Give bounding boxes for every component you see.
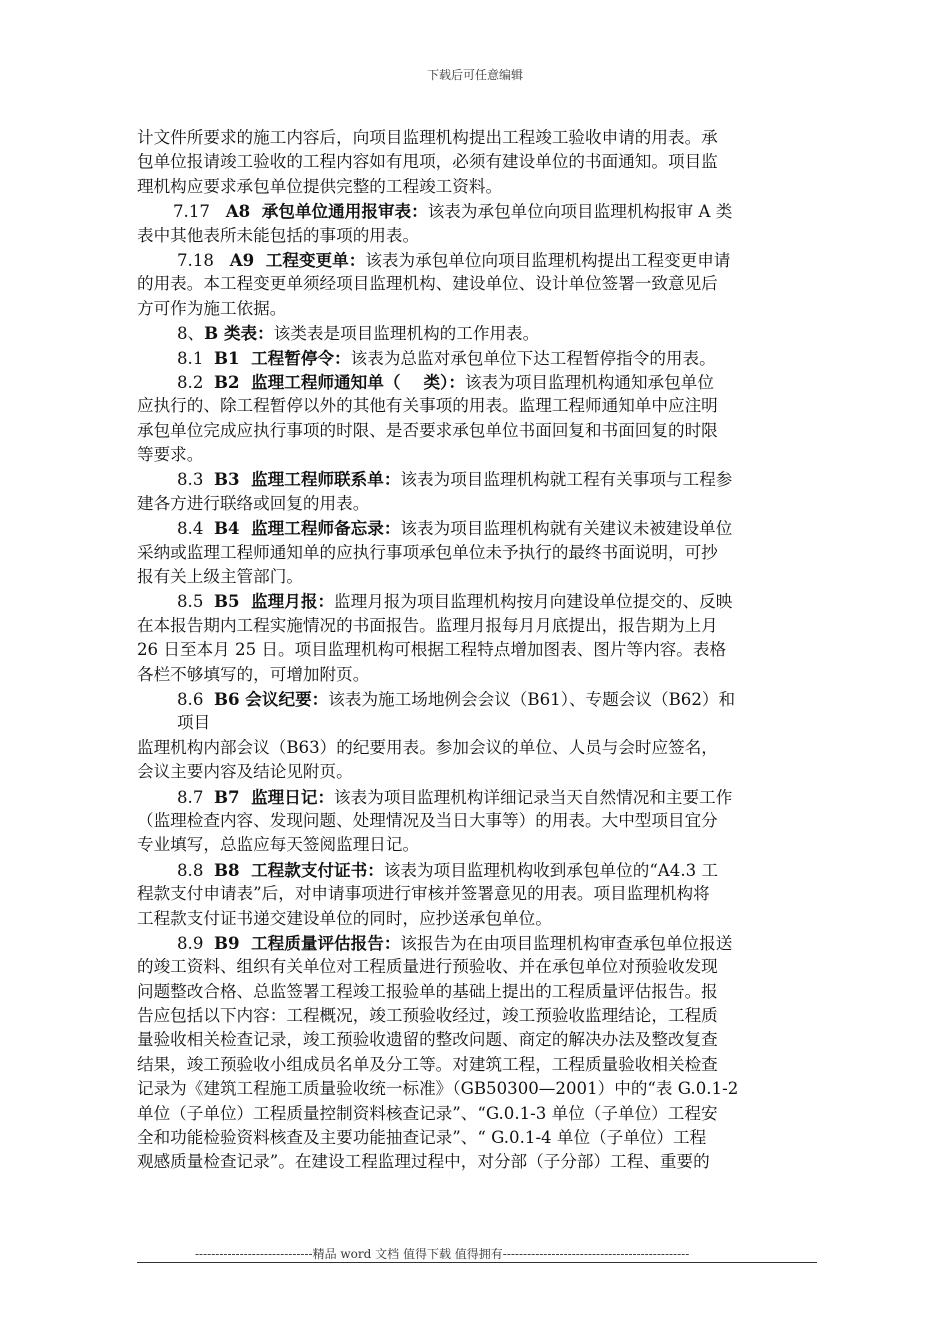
text-line (137, 1028, 817, 1052)
text-line (137, 199, 817, 223)
text-line (137, 321, 817, 345)
text-line (137, 858, 817, 882)
text-line (137, 882, 817, 906)
bold-heading: B7 监理日记： (213, 786, 335, 807)
text-line (137, 1126, 817, 1150)
text-line (137, 687, 817, 711)
text-run: 该表为承包单位向项目监理机构提出工程变更申请 (365, 250, 731, 270)
text-line (137, 272, 817, 296)
text-line (137, 711, 817, 735)
text-line (137, 638, 817, 662)
text-run: 该报告为在由项目监理机构审查承包单位报送 (400, 933, 733, 953)
text-run: 8.7 (177, 787, 214, 807)
text-run: 监理月报为项目监理机构按月向建设单位提交的、反映 (334, 592, 733, 612)
text-line (137, 126, 817, 150)
text-run: 全和功能检验资料核查及主要功能抽查记录”、“ G.0.1-4 单位（子单位）工程 (137, 1128, 707, 1148)
text-line (137, 175, 817, 199)
bold-heading: B4 监理工程师备忘录： (213, 518, 401, 539)
bold-heading: B2 监理工程师通知单（ 类）： (213, 371, 466, 392)
text-run: 建各方进行联络或回复的用表。 (137, 493, 370, 513)
text-line (137, 931, 817, 955)
text-line (137, 541, 817, 565)
text-run: 项目 (177, 713, 211, 733)
text-line (137, 663, 817, 687)
text-run: 计文件所要求的施工内容后，向项目监理机构提出工程竣工验收申请的用表。承 (137, 128, 718, 147)
text-run: 结果，竣工预验收小组成员名单及分工等。对建筑工程，工程质量验收相关检查 (137, 1054, 718, 1074)
text-run: 8.3 (177, 470, 214, 490)
text-run: 该表为项目监理机构收到承包单位的“A4.3 工 (383, 860, 719, 880)
text-run: 8.4 (177, 519, 214, 539)
text-run: 8、 (177, 324, 205, 344)
document-body (137, 126, 817, 1175)
text-run: 8.8 (177, 860, 214, 880)
text-run: 该表为承包单位向项目监理机构报审 A 类 (427, 202, 733, 222)
text-run: 量验收相关检查记录，竣工预验收遗留的整改问题、商定的解决办法及整改复查 (137, 1030, 718, 1050)
text-run: 等要求。 (137, 445, 204, 465)
text-line (137, 1053, 817, 1077)
text-run: 报有关上级主管部门。 (137, 567, 303, 587)
text-run: 理机构应要求承包单位提供完整的工程竣工资料。 (137, 176, 503, 196)
text-line (137, 1150, 817, 1174)
text-line (137, 224, 817, 248)
text-line (137, 492, 817, 516)
text-run: 的竣工资料、组织有关单位对工程质量进行预验收、并在承包单位对预验收发现 (137, 957, 718, 977)
text-run: （监理检查内容、发现问题、处理情况及当日大事等）的用表。大中型项目宜分 (137, 810, 718, 830)
text-run: 各栏不够填写的，可增加附页。 (137, 664, 370, 684)
text-run: 7.17 (173, 202, 226, 222)
text-run: 的用表。本工程变更单须经项目监理机构、建设单位、设计单位签署一致意见后 (137, 274, 718, 294)
text-run: 26 日至本月 25 日。项目监理机构可根据工程特点增加图表、图片等内容。表格 (137, 640, 727, 660)
text-run: 7.18 (177, 250, 230, 270)
bold-heading: B3 监理工程师联系单： (213, 469, 401, 490)
bold-heading: B1 工程暂停令： (213, 347, 351, 368)
text-line (137, 1102, 817, 1126)
text-run: 工程款支付证书递交建设单位的同时，应抄送承包单位。 (137, 908, 552, 928)
text-run: 记录为《建筑工程施工质量验收统一标准》（GB50300—2001）中的“表 G.0.1-2 (137, 1079, 739, 1099)
text-line (137, 736, 817, 760)
text-run: 单位（子单位）工程质量控制资料核查记录”、“G.0.1-3 单位（子单位）工程安 (137, 1103, 718, 1123)
text-run: 程款支付申请表”后，对申请事项进行审核并签署意见的用表。项目监理机构将 (137, 884, 710, 904)
text-run: 方可作为施工依据。 (137, 298, 287, 318)
text-line (137, 297, 817, 321)
text-run: 该表为项目监理机构就有关建议未被建设单位 (400, 519, 733, 539)
text-line (137, 248, 817, 272)
text-run: 8.9 (177, 933, 214, 953)
text-run: 应执行的、除工程暂停以外的其他有关事项的用表。监理工程师通知单中应注明 (137, 396, 718, 416)
text-run: 该表为项目监理机构就工程有关事项与工程参 (400, 470, 733, 490)
bold-heading: A9 工程变更单： (229, 249, 366, 270)
page-header: 下载后可任意编辑 (426, 68, 523, 82)
text-line (137, 833, 817, 857)
text-run: 承包单位完成应执行事项的时限、是否要求承包单位书面回复和书面回复的时限 (137, 420, 718, 440)
page-footer: -----------------------------精品 word 文档 值得下载 值得拥有---------------------------------------------- (195, 1247, 690, 1261)
text-run: 监理机构内部会议（B63）的纪要用表。参加会议的单位、人员与会时应签名， (137, 737, 718, 757)
text-line (137, 1077, 817, 1101)
text-run: 专业填写，总监应每天签阅监理日记。 (137, 835, 420, 855)
text-line (137, 1004, 817, 1028)
text-run: 问题整改合格、总监签署工程竣工报验单的基础上提出的工程质量评估报告。报 (137, 981, 718, 1001)
text-line (137, 955, 817, 979)
footer-rule (137, 1262, 817, 1263)
text-line (137, 589, 817, 613)
bold-heading: B6 会议纪要： (213, 688, 329, 709)
text-run: 该表为施工场地例会会议（B61）、专题会议（B62）和 (328, 689, 736, 709)
text-run: 8.6 (177, 689, 214, 709)
text-line (137, 467, 817, 491)
bold-heading: B8 工程款支付证书： (213, 859, 384, 880)
text-run: 在本报告期内工程实施情况的书面报告。监理月报每月月底提出，报告期为上月 (137, 615, 718, 635)
bold-heading: B 类表： (204, 323, 274, 344)
text-line (137, 907, 817, 931)
bold-heading: B5 监理月报： (213, 591, 335, 612)
text-run: 表中其他表所未能包括的事项的用表。 (137, 225, 420, 245)
text-line (137, 150, 817, 174)
text-run: 会议主要内容及结论见附页。 (137, 762, 353, 782)
text-run: 观感质量检查记录”。在建设工程监理过程中，对分部（子分部）工程、重要的 (137, 1152, 710, 1172)
text-run: 该表为项目监理机构详细记录当天自然情况和主要工作 (334, 787, 733, 807)
bold-heading: A8 承包单位通用报审表： (225, 201, 428, 222)
text-line (137, 980, 817, 1004)
bold-heading: B9 工程质量评估报告： (213, 932, 401, 953)
text-run: 包单位报请竣工验收的工程内容如有甩项，必须有建设单位的书面通知。项目监 (137, 152, 718, 172)
text-run: 8.2 (177, 372, 214, 392)
text-line (137, 565, 817, 589)
text-line (137, 370, 817, 394)
text-line (137, 760, 817, 784)
text-run: 该表为项目监理机构通知承包单位 (465, 372, 714, 392)
text-line (137, 516, 817, 540)
text-run: 该表为总监对承包单位下达工程暂停指令的用表。 (350, 348, 716, 368)
text-line (137, 614, 817, 638)
text-line (137, 346, 817, 370)
text-run: 告应包括以下内容：工程概况，竣工预验收经过，竣工预验收监理结论，工程质 (137, 1006, 718, 1026)
text-line (137, 419, 817, 443)
text-run: 该类表是项目监理机构的工作用表。 (273, 324, 540, 344)
text-line (137, 443, 817, 467)
text-line (137, 809, 817, 833)
text-run: 8.1 (177, 348, 214, 368)
text-line (137, 785, 817, 809)
text-run: 采纳或监理工程师通知单的应执行事项承包单位未予执行的最终书面说明，可抄 (137, 542, 718, 562)
text-line (137, 394, 817, 418)
text-run: 8.5 (177, 592, 214, 612)
